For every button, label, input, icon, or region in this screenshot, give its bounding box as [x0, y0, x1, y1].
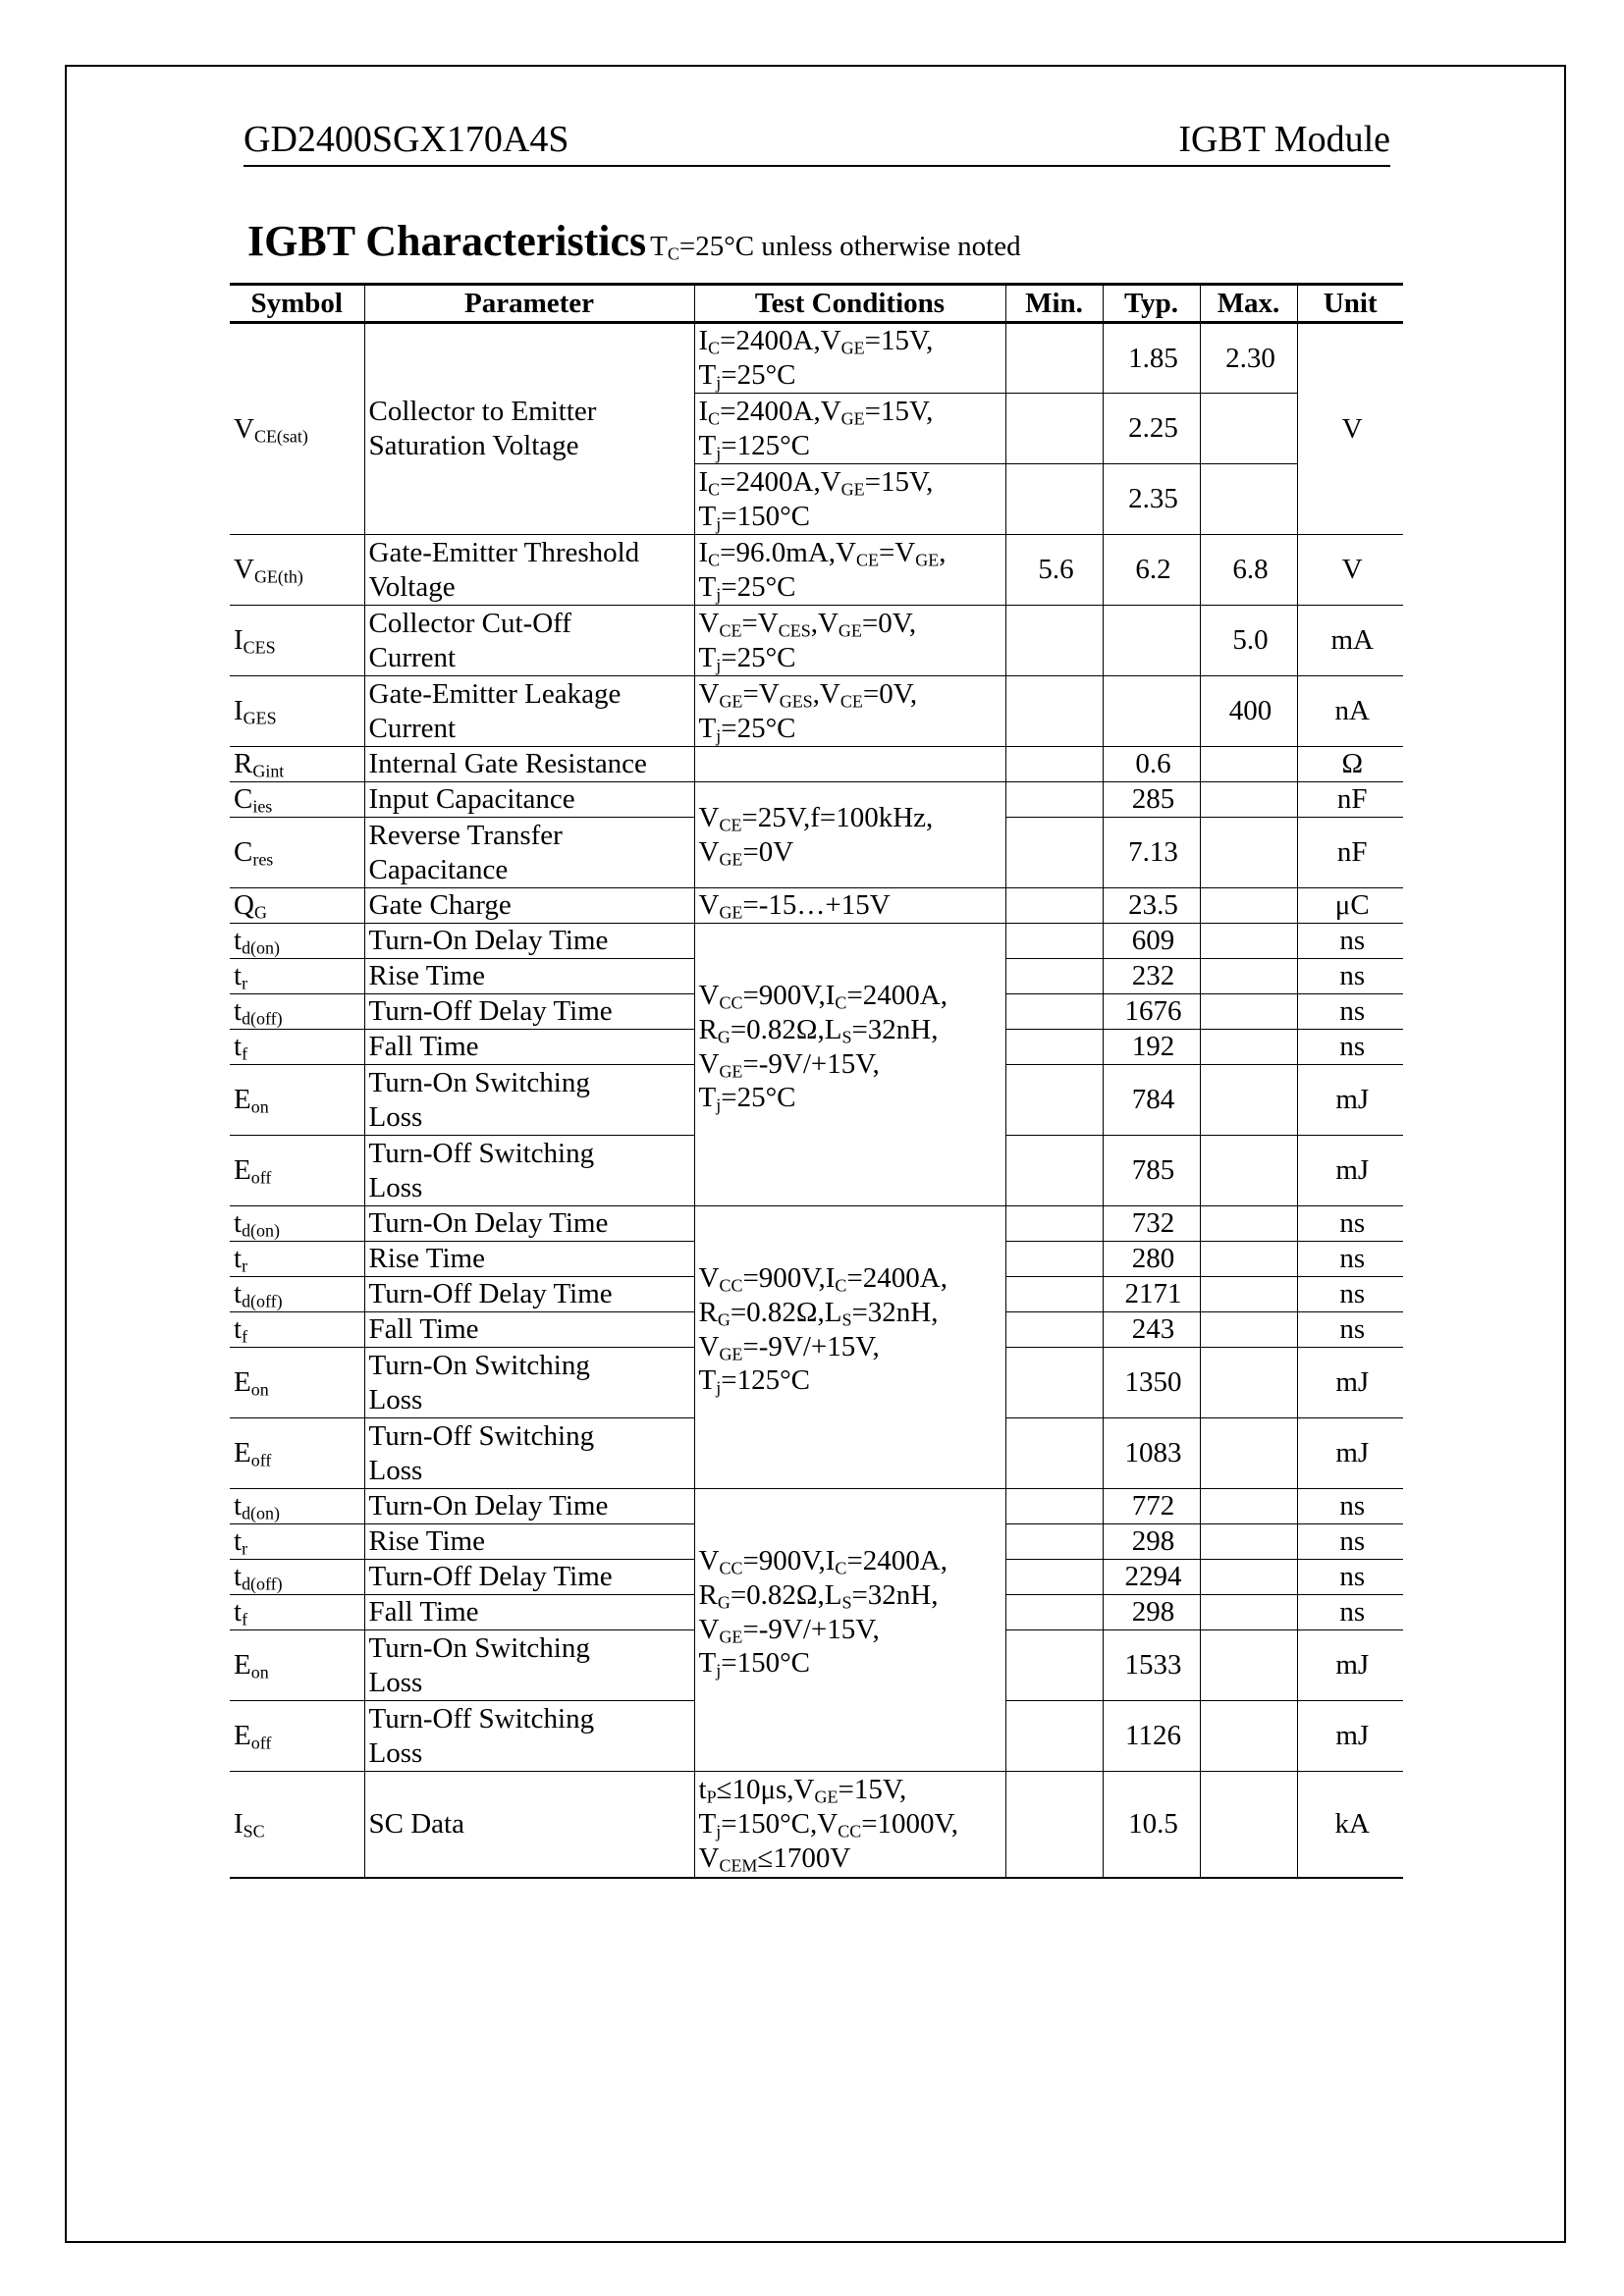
max-cell [1200, 1348, 1297, 1418]
condition-cell: $V_{CC}=900V,I_C=2400A$, $R_G=0.82\Omega,L_S=32nH$, $V_{GE}=-9V/+15V$, $T_j=25^\circ C$ [694, 924, 1005, 1206]
typ-cell: 772 [1103, 1489, 1200, 1524]
unit-cell: mJ [1297, 1065, 1403, 1136]
symbol-cell: $V_{CE(sat)}$ [230, 323, 364, 535]
parameter-cell: Turn-On Delay Time [364, 1489, 694, 1524]
min-cell [1005, 1701, 1103, 1772]
min-cell [1005, 1560, 1103, 1595]
symbol-cell: $R_{Gint}$ [230, 747, 364, 782]
typ-cell: 784 [1103, 1065, 1200, 1136]
unit-cell: mJ [1297, 1348, 1403, 1418]
parameter-cell: SC Data [364, 1772, 694, 1878]
symbol-cell: $Q_G$ [230, 888, 364, 924]
col-header-unit: Unit [1297, 285, 1403, 323]
min-cell [1005, 1630, 1103, 1701]
min-cell [1005, 1277, 1103, 1312]
unit-cell: nF [1297, 782, 1403, 818]
unit-cell: mA [1297, 606, 1403, 676]
min-cell [1005, 1136, 1103, 1206]
igbt-characteristics-table [230, 283, 1403, 1879]
max-cell [1200, 1489, 1297, 1524]
min-cell [1005, 1418, 1103, 1489]
min-cell [1005, 924, 1103, 959]
condition-cell: $I_C=2400A,V_{GE}=15V$, $T_j=25^\circ C$ [694, 323, 1005, 394]
parameter-cell: Gate-Emitter Threshold Voltage [364, 535, 694, 606]
max-cell [1200, 1701, 1297, 1772]
unit-cell: mJ [1297, 1701, 1403, 1772]
condition-cell: $t_P\le 10\mu s,V_{GE}=15V$, $T_j=150^\circ C,V_{CC}=1000V$, $V_{CEM}\le 1700V$ [694, 1772, 1005, 1878]
typ-cell: 732 [1103, 1206, 1200, 1242]
symbol-cell: $I_{CES}$ [230, 606, 364, 676]
unit-cell: V [1297, 535, 1403, 606]
max-cell [1200, 1772, 1297, 1878]
symbol-cell: $t_f$ [230, 1595, 364, 1630]
table-row [230, 1772, 1403, 1878]
symbol-cell: $t_r$ [230, 1242, 364, 1277]
typ-cell: 1676 [1103, 994, 1200, 1030]
typ-cell: 609 [1103, 924, 1200, 959]
typ-cell: 1.85 [1103, 323, 1200, 394]
condition-cell: $V_{CC}=900V,I_C=2400A$, $R_G=0.82\Omega,L_S=32nH$, $V_{GE}=-9V/+15V$, $T_j=125^\circ C$ [694, 1206, 1005, 1489]
unit-cell: μC [1297, 888, 1403, 924]
typ-cell: 1533 [1103, 1630, 1200, 1701]
typ-cell: 192 [1103, 1030, 1200, 1065]
min-cell [1005, 747, 1103, 782]
condition-cell: $I_C=2400A,V_{GE}=15V$, $T_j=150^\circ C$ [694, 464, 1005, 535]
symbol-cell: $E_{on}$ [230, 1630, 364, 1701]
max-cell [1200, 924, 1297, 959]
symbol-cell: $I_{SC}$ [230, 1772, 364, 1878]
min-cell [1005, 782, 1103, 818]
symbol-cell: $E_{on}$ [230, 1065, 364, 1136]
parameter-cell: Rise Time [364, 1242, 694, 1277]
parameter-cell: Turn-On Delay Time [364, 924, 694, 959]
typ-cell: 232 [1103, 959, 1200, 994]
unit-cell: ns [1297, 1595, 1403, 1630]
min-cell [1005, 959, 1103, 994]
parameter-cell: Input Capacitance [364, 782, 694, 818]
col-header-min: Min. [1005, 285, 1103, 323]
unit-cell: Ω [1297, 747, 1403, 782]
page-header [244, 116, 1390, 167]
parameter-cell: Turn-On Switching Loss [364, 1065, 694, 1136]
col-header-max: Max. [1200, 285, 1297, 323]
max-cell [1200, 1560, 1297, 1595]
min-cell [1005, 1524, 1103, 1560]
min-cell [1005, 1030, 1103, 1065]
unit-cell: mJ [1297, 1630, 1403, 1701]
col-header-symbol: Symbol [230, 285, 364, 323]
symbol-cell: $I_{GES}$ [230, 676, 364, 747]
unit-cell: ns [1297, 1030, 1403, 1065]
max-cell: 2.30 [1200, 323, 1297, 394]
parameter-cell: Turn-Off Delay Time [364, 1560, 694, 1595]
table-row [230, 747, 1403, 782]
typ-cell: 23.5 [1103, 888, 1200, 924]
typ-cell: 285 [1103, 782, 1200, 818]
symbol-cell: $t_r$ [230, 1524, 364, 1560]
symbol-cell: $t_{d(on)}$ [230, 1489, 364, 1524]
table-row [230, 1206, 1403, 1242]
min-cell [1005, 394, 1103, 464]
unit-cell: ns [1297, 924, 1403, 959]
table-header-row [230, 285, 1403, 323]
unit-cell: V [1297, 323, 1403, 535]
condition-cell: $V_{CE}=V_{CES},V_{GE}=0V$, $T_j=25^\circ C$ [694, 606, 1005, 676]
min-cell [1005, 1348, 1103, 1418]
max-cell: 5.0 [1200, 606, 1297, 676]
table-row [230, 888, 1403, 924]
section-title-note: $T_C=25^\circ C$ unless otherwise noted [650, 231, 1021, 264]
max-cell [1200, 1030, 1297, 1065]
typ-cell: 1350 [1103, 1348, 1200, 1418]
parameter-cell: Fall Time [364, 1312, 694, 1348]
typ-cell: 10.5 [1103, 1772, 1200, 1878]
parameter-cell: Internal Gate Resistance [364, 747, 694, 782]
condition-cell: $V_{GE}=V_{GES},V_{CE}=0V$, $T_j=25^\circ C$ [694, 676, 1005, 747]
max-cell [1200, 1065, 1297, 1136]
symbol-cell: $t_{d(on)}$ [230, 1206, 364, 1242]
max-cell [1200, 1630, 1297, 1701]
max-cell [1200, 1312, 1297, 1348]
table-row [230, 782, 1403, 818]
min-cell [1005, 464, 1103, 535]
max-cell [1200, 1418, 1297, 1489]
symbol-cell: $C_{ies}$ [230, 782, 364, 818]
unit-cell: mJ [1297, 1418, 1403, 1489]
typ-cell: 2.25 [1103, 394, 1200, 464]
condition-cell: $I_C=2400A,V_{GE}=15V$, $T_j=125^\circ C$ [694, 394, 1005, 464]
max-cell [1200, 994, 1297, 1030]
table-row [230, 1489, 1403, 1524]
unit-cell: ns [1297, 959, 1403, 994]
min-cell [1005, 1242, 1103, 1277]
parameter-cell: Turn-On Switching Loss [364, 1630, 694, 1701]
table-row [230, 924, 1403, 959]
parameter-cell: Rise Time [364, 1524, 694, 1560]
condition-cell: $V_{GE}=-15\dots+15V$ [694, 888, 1005, 924]
parameter-cell: Collector to Emitter Saturation Voltage [364, 323, 694, 535]
parameter-cell: Gate Charge [364, 888, 694, 924]
parameter-cell: Turn-On Switching Loss [364, 1348, 694, 1418]
condition-cell [694, 747, 1005, 782]
parameter-cell: Rise Time [364, 959, 694, 994]
module-type: IGBT Module [1178, 119, 1390, 160]
typ-cell: 1083 [1103, 1418, 1200, 1489]
max-cell [1200, 818, 1297, 888]
symbol-cell: $E_{off}$ [230, 1136, 364, 1206]
parameter-cell: Collector Cut-Off Current [364, 606, 694, 676]
max-cell [1200, 959, 1297, 994]
typ-cell: 243 [1103, 1312, 1200, 1348]
unit-cell: nA [1297, 676, 1403, 747]
col-header-typ: Typ. [1103, 285, 1200, 323]
parameter-cell: Fall Time [364, 1030, 694, 1065]
min-cell [1005, 994, 1103, 1030]
symbol-cell: $t_{d(on)}$ [230, 924, 364, 959]
parameter-cell: Turn-Off Switching Loss [364, 1701, 694, 1772]
min-cell [1005, 818, 1103, 888]
parameter-cell: Reverse Transfer Capacitance [364, 818, 694, 888]
table-row [230, 323, 1403, 394]
part-number: GD2400SGX170A4S [244, 119, 569, 160]
table-row [230, 676, 1403, 747]
min-cell [1005, 606, 1103, 676]
section-title-main: IGBT Characteristics [247, 217, 647, 265]
max-cell [1200, 1595, 1297, 1630]
max-cell [1200, 464, 1297, 535]
typ-cell: 2294 [1103, 1560, 1200, 1595]
parameter-cell: Fall Time [364, 1595, 694, 1630]
max-cell: 400 [1200, 676, 1297, 747]
max-cell [1200, 1206, 1297, 1242]
col-header-test-conditions: Test Conditions [694, 285, 1005, 323]
section-title [247, 216, 1021, 266]
min-cell [1005, 1489, 1103, 1524]
symbol-cell: $C_{res}$ [230, 818, 364, 888]
typ-cell: 1126 [1103, 1701, 1200, 1772]
max-cell [1200, 1242, 1297, 1277]
unit-cell: kA [1297, 1772, 1403, 1878]
typ-cell: 6.2 [1103, 535, 1200, 606]
unit-cell: ns [1297, 1206, 1403, 1242]
unit-cell: ns [1297, 1312, 1403, 1348]
typ-cell: 298 [1103, 1524, 1200, 1560]
min-cell: 5.6 [1005, 535, 1103, 606]
typ-cell: 280 [1103, 1242, 1200, 1277]
unit-cell: mJ [1297, 1136, 1403, 1206]
max-cell [1200, 747, 1297, 782]
unit-cell: ns [1297, 1524, 1403, 1560]
max-cell [1200, 1524, 1297, 1560]
symbol-cell: $t_{d(off)}$ [230, 1277, 364, 1312]
unit-cell: ns [1297, 1277, 1403, 1312]
symbol-cell: $t_{d(off)}$ [230, 1560, 364, 1595]
max-cell: 6.8 [1200, 535, 1297, 606]
typ-cell: 2.35 [1103, 464, 1200, 535]
condition-cell: $V_{CC}=900V,I_C=2400A$, $R_G=0.82\Omega,L_S=32nH$, $V_{GE}=-9V/+15V$, $T_j=150^\circ C$ [694, 1489, 1005, 1772]
unit-cell: nF [1297, 818, 1403, 888]
min-cell [1005, 1772, 1103, 1878]
max-cell [1200, 394, 1297, 464]
max-cell [1200, 782, 1297, 818]
parameter-cell: Turn-On Delay Time [364, 1206, 694, 1242]
symbol-cell: $t_f$ [230, 1030, 364, 1065]
unit-cell: ns [1297, 1560, 1403, 1595]
symbol-cell: $E_{off}$ [230, 1701, 364, 1772]
parameter-cell: Turn-Off Delay Time [364, 994, 694, 1030]
typ-cell: 0.6 [1103, 747, 1200, 782]
max-cell [1200, 1277, 1297, 1312]
min-cell [1005, 1312, 1103, 1348]
table-row [230, 535, 1403, 606]
max-cell [1200, 1136, 1297, 1206]
unit-cell: ns [1297, 1489, 1403, 1524]
typ-cell: 298 [1103, 1595, 1200, 1630]
typ-cell [1103, 606, 1200, 676]
condition-cell: $V_{CE}=25V,f=100kHz$, $V_{GE}=0V$ [694, 782, 1005, 888]
unit-cell: ns [1297, 1242, 1403, 1277]
max-cell [1200, 888, 1297, 924]
parameter-cell: Turn-Off Switching Loss [364, 1418, 694, 1489]
symbol-cell: $E_{off}$ [230, 1418, 364, 1489]
min-cell [1005, 1065, 1103, 1136]
symbol-cell: $t_r$ [230, 959, 364, 994]
symbol-cell: $V_{GE(th)}$ [230, 535, 364, 606]
min-cell [1005, 1595, 1103, 1630]
symbol-cell: $E_{on}$ [230, 1348, 364, 1418]
parameter-cell: Turn-Off Delay Time [364, 1277, 694, 1312]
min-cell [1005, 323, 1103, 394]
parameter-cell: Gate-Emitter Leakage Current [364, 676, 694, 747]
symbol-cell: $t_{d(off)}$ [230, 994, 364, 1030]
col-header-parameter: Parameter [364, 285, 694, 323]
typ-cell: 7.13 [1103, 818, 1200, 888]
typ-cell: 2171 [1103, 1277, 1200, 1312]
typ-cell: 785 [1103, 1136, 1200, 1206]
min-cell [1005, 676, 1103, 747]
min-cell [1005, 888, 1103, 924]
condition-cell: $I_C=96.0mA,V_{CE}=V_{GE}$, $T_j=25^\circ C$ [694, 535, 1005, 606]
symbol-cell: $t_f$ [230, 1312, 364, 1348]
typ-cell [1103, 676, 1200, 747]
parameter-cell: Turn-Off Switching Loss [364, 1136, 694, 1206]
table-row [230, 606, 1403, 676]
unit-cell: ns [1297, 994, 1403, 1030]
min-cell [1005, 1206, 1103, 1242]
